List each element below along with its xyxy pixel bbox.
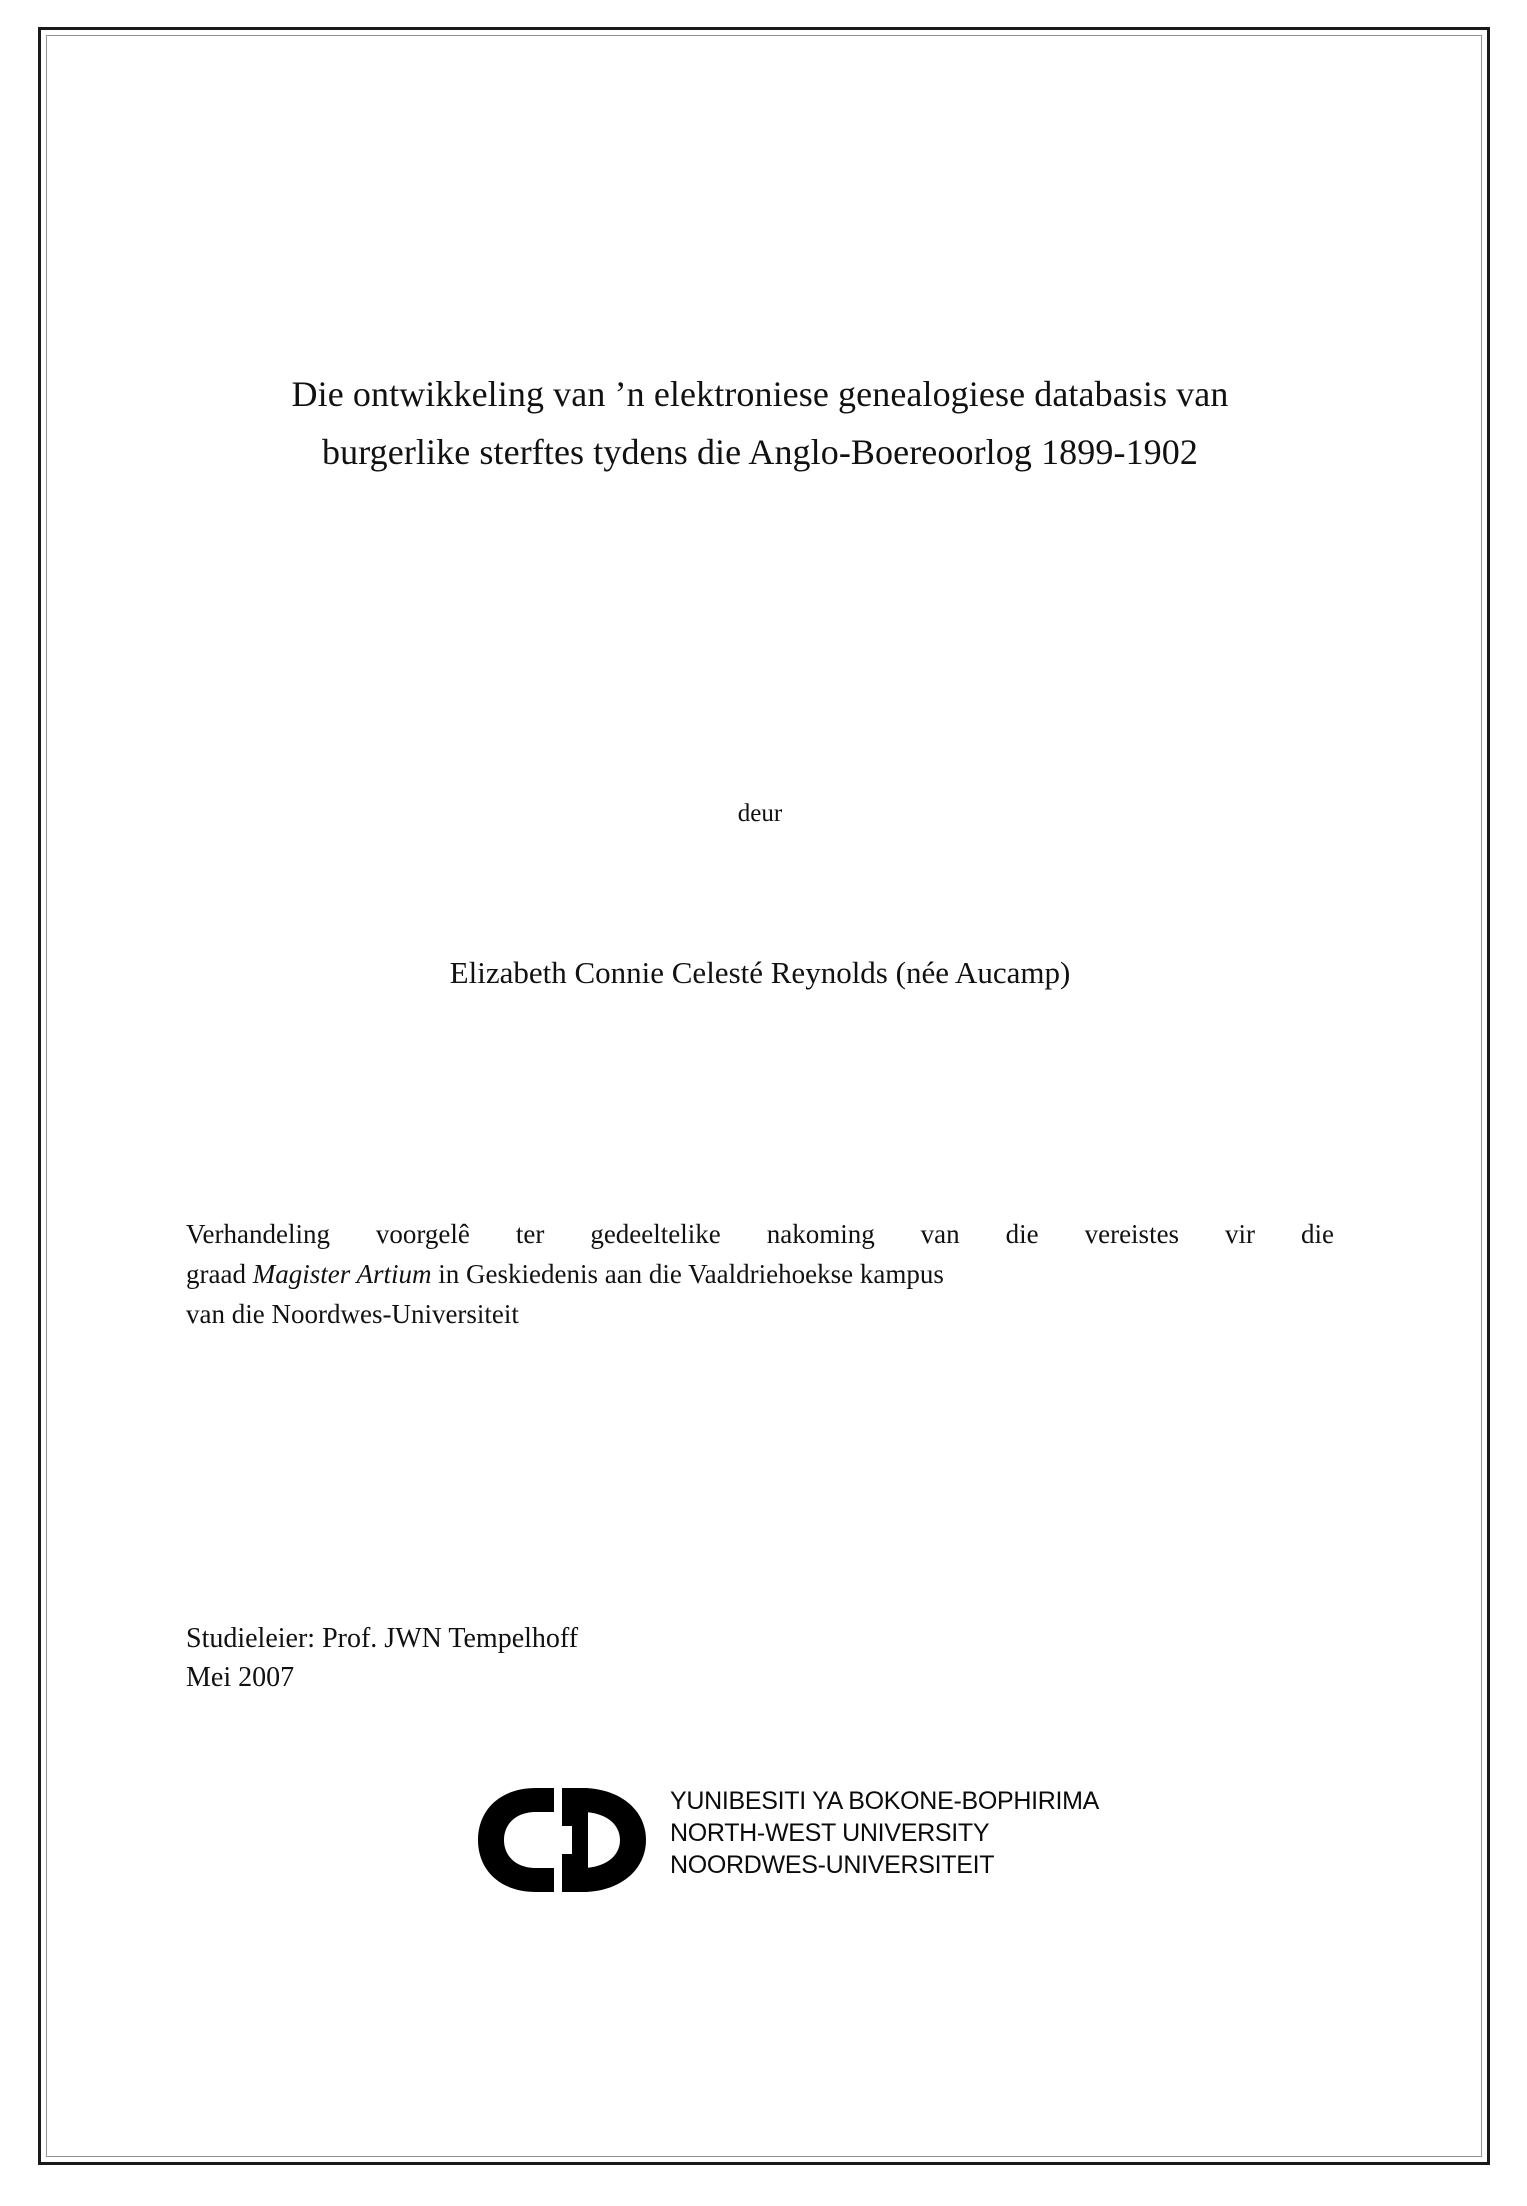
supervisor-line: Studieleier: Prof. JWN Tempelhoff <box>186 1623 579 1654</box>
degree-statement <box>186 1215 1334 1335</box>
degree-statement-line-3: van die Noordwes-Universiteit <box>186 1298 519 1329</box>
degree-statement-line-2-prefix: graad <box>186 1258 253 1289</box>
title-page-content <box>180 0 1340 2206</box>
page-title <box>180 365 1340 482</box>
degree-name-italic: Magister Artium <box>252 1258 432 1289</box>
supervisor-block <box>186 1620 1186 1697</box>
author-name: Elizabeth Connie Celesté Reynolds (née Aucamp) <box>449 955 1071 990</box>
degree-statement-line-1: Verhandeling voorgelê ter gedeeltelike nakoming van die vereistes vir die <box>186 1219 1334 1249</box>
title-line-1: Die ontwikkeling van ’n elektroniese genealogiese databasis van <box>291 374 1229 414</box>
university-logo-block <box>470 1780 1230 1910</box>
north-west-university-logo-icon <box>470 1782 660 1898</box>
logo-text-line-3: NOORDWES-UNIVERSITEIT <box>670 1850 995 1879</box>
logo-text-line-2: NORTH-WEST UNIVERSITY <box>670 1818 990 1847</box>
degree-statement-line-2-suffix: in Geskiedenis aan die Vaaldriehoekse kampus <box>431 1258 944 1289</box>
date-line: Mei 2007 <box>186 1661 295 1693</box>
logo-text-line-1: YUNIBESITI YA BOKONE-BOPHIRIMA <box>670 1787 1100 1815</box>
by-label: deur <box>737 800 783 827</box>
university-logo-text <box>670 1786 1099 1881</box>
degree-statement-line-2 <box>186 1255 1334 1295</box>
title-line-2: burgerlike sterftes tydens die Anglo-Boereoorlog 1899-1902 <box>322 432 1198 473</box>
